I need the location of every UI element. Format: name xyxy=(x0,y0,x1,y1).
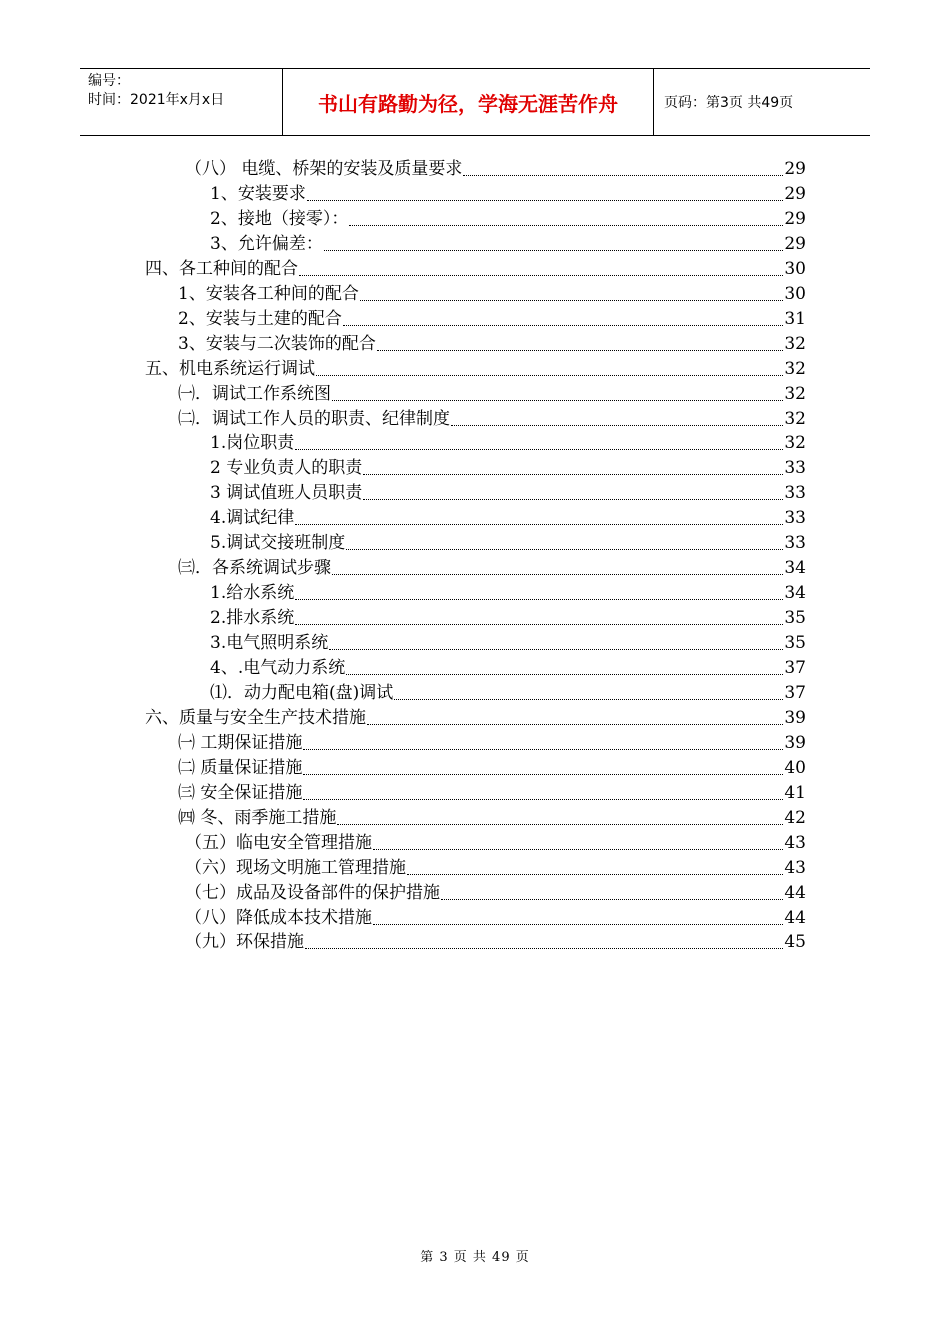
document-number-label: 编号： xyxy=(88,73,130,89)
toc-entry[interactable] xyxy=(178,333,806,355)
toc-entry-page: 32 xyxy=(784,333,806,354)
toc-entry[interactable] xyxy=(210,457,806,479)
toc-leader-dots xyxy=(316,361,783,376)
toc-entry-title: 1、安装要求 xyxy=(210,183,306,204)
toc-leader-dots xyxy=(307,186,784,201)
toc-entry-page: 40 xyxy=(784,757,806,778)
toc-entry-page: 43 xyxy=(784,832,806,853)
toc-entry[interactable] xyxy=(210,607,806,629)
toc-entry[interactable] xyxy=(185,857,806,879)
header-page-label: 页码：第3页 共49页 xyxy=(664,95,794,111)
toc-leader-dots xyxy=(346,535,783,550)
toc-entry[interactable] xyxy=(210,582,806,604)
toc-entry[interactable] xyxy=(178,732,806,754)
toc-entry-page: 29 xyxy=(784,208,806,229)
toc-entry-title: 3 调试值班人员职责 xyxy=(210,483,363,504)
header-meta xyxy=(80,69,282,135)
toc-entry[interactable] xyxy=(178,383,806,405)
toc-entry-title: （八） 电缆、桥架的安装及质量要求 xyxy=(185,159,463,179)
toc-entry-title: 六、质量与安全生产技术措施 xyxy=(145,707,366,728)
toc-entry-title: 1.给水系统 xyxy=(210,583,295,604)
toc-leader-dots xyxy=(295,435,783,450)
toc-entry-title: 1、安装各工种间的配合 xyxy=(178,283,359,304)
toc-leader-dots xyxy=(303,785,783,800)
toc-entry-page: 30 xyxy=(784,283,806,304)
toc-leader-dots xyxy=(299,261,783,276)
toc-entry-title: 3、安装与二次装饰的配合 xyxy=(178,333,376,354)
toc-entry[interactable] xyxy=(178,782,806,804)
toc-leader-dots xyxy=(303,735,783,750)
toc-entry[interactable] xyxy=(210,233,806,255)
toc-leader-dots xyxy=(373,910,783,925)
toc-entry[interactable] xyxy=(210,432,806,454)
toc-entry-title: ㈢．各系统调试步骤 xyxy=(178,558,331,579)
toc-entry-page: 33 xyxy=(784,483,806,504)
toc-leader-dots xyxy=(305,934,783,949)
toc-leader-dots xyxy=(343,311,784,326)
toc-entry[interactable] xyxy=(178,807,806,829)
toc-entry-title: 四、各工种间的配合 xyxy=(145,258,298,279)
toc-entry-page: 37 xyxy=(784,658,806,678)
toc-leader-dots xyxy=(377,336,784,351)
toc-entry-title: ㈢ 安全保证措施 xyxy=(178,782,303,803)
toc-entry-title: （九）环保措施 xyxy=(185,932,304,953)
toc-entry-title: 3、允许偏差： xyxy=(210,233,323,254)
toc-entry-page: 39 xyxy=(784,732,806,753)
toc-entry-title: ㈠．调试工作系统图 xyxy=(178,383,331,404)
page-header xyxy=(80,68,870,136)
toc-entry-page: 34 xyxy=(784,558,806,579)
page-footer: 第 3 页 共 49 页 xyxy=(420,1250,530,1265)
toc-entry-title: 3.电气照明系统 xyxy=(210,633,329,654)
toc-entry-title: 2、安装与土建的配合 xyxy=(178,308,342,329)
toc-entry-page: 32 xyxy=(784,383,806,404)
toc-entry-page: 33 xyxy=(784,458,806,479)
toc-entry-title: 5.调试交接班制度 xyxy=(210,533,346,554)
header-motto: 书山有路勤为径，学海无涯苦作舟 xyxy=(282,69,654,135)
toc-entry-title: ㈡ 质量保证措施 xyxy=(178,757,303,778)
toc-leader-dots xyxy=(349,211,783,226)
toc-entry[interactable] xyxy=(178,283,806,305)
toc-leader-dots xyxy=(367,710,783,725)
toc-entry[interactable] xyxy=(185,907,806,929)
toc-entry[interactable] xyxy=(210,532,806,554)
toc-entry-page: 43 xyxy=(784,857,806,878)
toc-entry[interactable] xyxy=(210,632,806,654)
toc-entry-page: 35 xyxy=(784,608,806,629)
toc-entry-page: 29 xyxy=(784,159,806,179)
toc-entry-page: 29 xyxy=(784,183,806,204)
toc-leader-dots xyxy=(451,411,783,426)
toc-leader-dots xyxy=(295,510,783,525)
toc-entry-title: 2、接地（接零）： xyxy=(210,208,349,229)
document-date-label: 时间：2021年x月x日 xyxy=(88,92,225,108)
toc-entry[interactable] xyxy=(210,682,806,704)
toc-entry-page: 44 xyxy=(784,907,806,928)
toc-leader-dots xyxy=(332,386,783,401)
toc-leader-dots xyxy=(394,685,783,700)
toc-leader-dots xyxy=(324,236,784,251)
toc-entry-page: 37 xyxy=(784,682,806,703)
toc-entry-page: 32 xyxy=(784,433,806,454)
toc-entry[interactable] xyxy=(185,158,806,180)
toc-leader-dots xyxy=(407,860,783,875)
toc-entry-page: 42 xyxy=(784,807,806,828)
toc-entry[interactable] xyxy=(178,757,806,779)
toc-entry[interactable] xyxy=(145,358,806,380)
toc-entry-title: ㈡．调试工作人员的职责、纪律制度 xyxy=(178,408,450,429)
toc-entry[interactable] xyxy=(185,832,806,854)
toc-entry-page: 31 xyxy=(784,308,806,329)
toc-entry[interactable] xyxy=(210,183,806,205)
toc-entry-page: 32 xyxy=(784,358,806,379)
toc-entry-page: 41 xyxy=(784,782,806,803)
toc-entry[interactable] xyxy=(145,707,806,729)
toc-leader-dots xyxy=(295,610,783,625)
toc-leader-dots xyxy=(346,660,783,675)
toc-entry-title: 2.排水系统 xyxy=(210,608,295,629)
toc-entry-title: 4、.电气动力系统 xyxy=(210,658,346,678)
toc-entry-title: 4.调试纪律 xyxy=(210,508,295,529)
toc-entry-title: 五、机电系统运行调试 xyxy=(145,358,315,379)
toc-leader-dots xyxy=(363,485,783,500)
toc-leader-dots xyxy=(303,760,783,775)
toc-entry-page: 33 xyxy=(784,508,806,529)
toc-entry-page: 34 xyxy=(784,583,806,604)
toc-entry-page: 44 xyxy=(784,882,806,903)
toc-entry[interactable] xyxy=(178,308,806,330)
toc-leader-dots xyxy=(337,810,783,825)
toc-entry-title: ㈣ 冬、雨季施工措施 xyxy=(178,807,337,828)
toc-entry-title: （七）成品及设备部件的保护措施 xyxy=(185,882,440,903)
toc-entry-page: 39 xyxy=(784,707,806,728)
toc-leader-dots xyxy=(441,885,783,900)
toc-entry[interactable] xyxy=(210,507,806,529)
toc-entry[interactable] xyxy=(178,408,806,430)
toc-leader-dots xyxy=(329,635,783,650)
toc-entry-title: ㈠ 工期保证措施 xyxy=(178,732,303,753)
toc-leader-dots xyxy=(332,560,783,575)
toc-entry-title: ⑴．动力配电箱(盘)调试 xyxy=(210,682,394,703)
toc-entry-page: 30 xyxy=(784,258,806,279)
toc-entry-page: 45 xyxy=(784,932,806,953)
toc-entry-page: 35 xyxy=(784,633,806,654)
toc-entry[interactable] xyxy=(210,208,806,230)
toc-entry-title: 1.岗位职责 xyxy=(210,433,295,454)
toc-leader-dots xyxy=(363,460,783,475)
toc-entry[interactable] xyxy=(145,258,806,280)
toc-entry-page: 33 xyxy=(784,533,806,554)
toc-entry-title: （五）临电安全管理措施 xyxy=(185,832,372,853)
toc-entry[interactable] xyxy=(185,931,806,953)
toc-entry[interactable] xyxy=(185,882,806,904)
toc-leader-dots xyxy=(373,835,783,850)
toc-leader-dots xyxy=(463,161,783,176)
toc-entry-title: 2 专业负责人的职责 xyxy=(210,458,363,479)
toc-entry[interactable] xyxy=(210,482,806,504)
toc-entry[interactable] xyxy=(178,557,806,579)
toc-entry[interactable] xyxy=(210,657,806,679)
toc-entry-page: 29 xyxy=(784,233,806,254)
toc-leader-dots xyxy=(360,286,784,301)
toc-entry-title: （六）现场文明施工管理措施 xyxy=(185,857,406,878)
toc-leader-dots xyxy=(295,585,783,600)
toc-entry-title: （八）降低成本技术措施 xyxy=(185,907,372,928)
toc-entry-page: 32 xyxy=(784,408,806,429)
